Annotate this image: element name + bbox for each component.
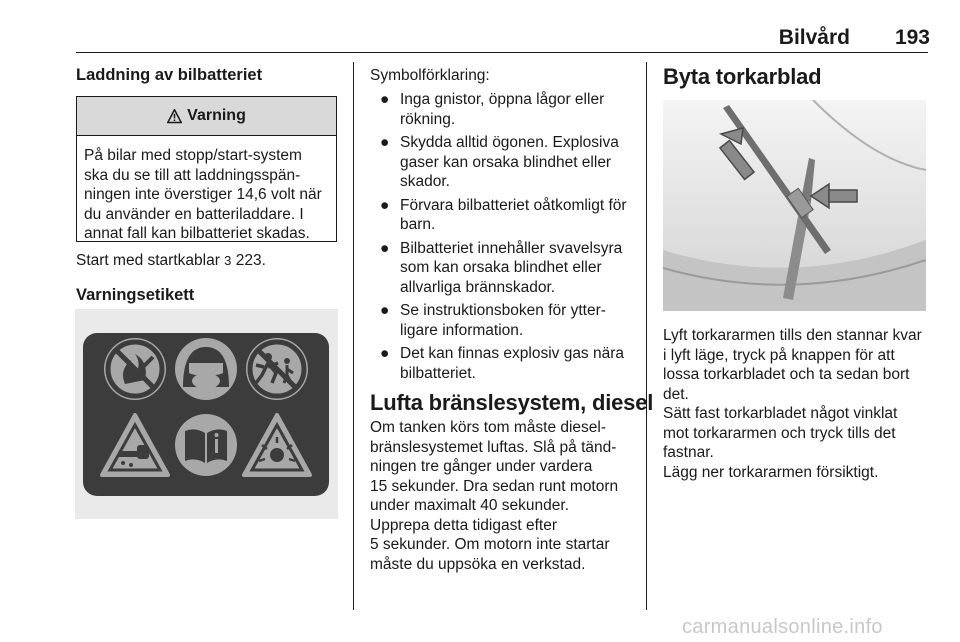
warning-line: annat fall kan bilbatteriet skadas. [84,225,310,242]
column-divider-left [353,62,354,610]
list-item [370,90,635,129]
symbol-legend-list [370,90,635,387]
bullet-line: Förvara bilbatteriet oåtkomligt för [400,196,627,214]
header-rule [76,52,928,53]
list-item [370,196,635,235]
warning-label-image [75,309,338,519]
bullet-line: ligare information. [400,321,524,339]
jump-start-reference [76,251,266,271]
paragraph-line: 5 sekunder. Om motorn inte startar [370,536,610,553]
paragraph-line: under maximalt 40 sekunder. [370,497,570,514]
bullet-line: som kan orsaka blindhet eller [400,259,602,276]
bullet-line: barn. [400,216,436,233]
paragraph-line: i lyft läge, tryck på knappen för att [663,346,895,364]
keep-children-away-icon [246,338,308,400]
bullet-icon: ● [380,302,390,319]
bullet-line: gaser kan orsaka blindhet eller [400,153,612,171]
warning-line: ningen inte överstiger 14,6 volt när [84,186,322,203]
paragraph-line: ningen tre gånger under vardera [370,458,593,475]
warning-line: ska du se till att laddningsspän- [84,166,301,184]
warning-title: Varning [187,107,246,124]
list-item [370,239,635,298]
paragraph-line: måste du uppsöka en verkstad. [370,555,586,573]
read-manual-icon [175,414,237,476]
section-heading-fuel-bleed: Lufta bränslesystem, diesel [370,390,654,415]
wiper-paragraph-2 [663,404,933,463]
paragraph-line: 15 sekunder. Dra sedan runt motorn [370,477,619,495]
bullet-icon: ● [380,134,390,151]
bullet-line: rökning. [400,110,456,128]
list-item [370,133,635,192]
wiper-paragraph-1 [663,326,933,404]
warning-line: På bilar med stopp/start-system [84,147,302,164]
jump-start-page-link[interactable]: 223. [235,252,266,269]
page-reference-icon: 3 [224,253,232,268]
paragraph-line: mot torkararmen och tryck tills det [663,424,896,442]
warning-header [77,97,336,136]
paragraph-line: Upprepa detta tidigast efter [370,516,557,534]
watermark: carmanualsonline.info [682,616,883,638]
paragraph-line: fastnar. [663,444,714,461]
bullet-icon: ● [380,196,390,214]
column-divider-right [646,62,647,610]
no-fire-icon [104,338,166,400]
warning-triangle-icon [167,109,182,124]
section-heading-wiper-blade: Byta torkarblad [663,64,822,89]
bullet-icon: ● [380,239,390,257]
bullet-line: bilbatteriet. [400,364,476,382]
bullet-line: Skydda alltid ögonen. Explosiva [400,134,619,151]
paragraph-line: Om tanken körs tom måste diesel- [370,419,607,436]
bullet-line: skador. [400,173,450,190]
wiper-blade-illustration [663,100,926,311]
jump-start-text: Start med startkablar [76,252,220,269]
list-item [370,344,635,383]
bullet-line: allvarliga brännskador. [400,278,556,296]
bullet-line: Se instruktionsboken för ytter- [400,302,606,319]
running-header-title: Bilvård [778,26,850,49]
page-number: 193 [894,26,930,49]
eye-protection-icon [175,338,237,400]
bullet-line: Inga gnistor, öppna lågor eller [400,91,605,108]
symbol-legend-intro: Symbolförklaring: [370,67,490,84]
warning-label-heading: Varningsetikett [76,286,195,304]
warning-box [76,96,337,242]
paragraph-line: Lyft torkararmen tills den stannar kvar [663,327,922,344]
section-heading-battery-charging: Laddning av bilbatteriet [76,66,263,84]
paragraph-line: det. [663,385,689,403]
wiper-paragraph-3: Lägg ner torkararmen försiktigt. [663,464,879,481]
bullet-icon: ● [380,345,390,362]
bullet-line: Bilbatteriet innehåller svavelsyra [400,239,623,257]
fuel-bleed-paragraph [370,418,645,574]
paragraph-line: lossa torkarbladet och ta sedan bort [663,366,910,383]
warning-line: du använder en batteriladdare. I [84,205,304,223]
bullet-icon: ● [380,91,390,108]
paragraph-line: Sätt fast torkarbladet något vinklat [663,405,898,422]
list-item [370,301,635,340]
warning-text [77,136,336,244]
bullet-line: Det kan finnas explosiv gas nära [400,345,625,362]
paragraph-line: bränslesystemet luftas. Slå på tänd- [370,438,617,456]
